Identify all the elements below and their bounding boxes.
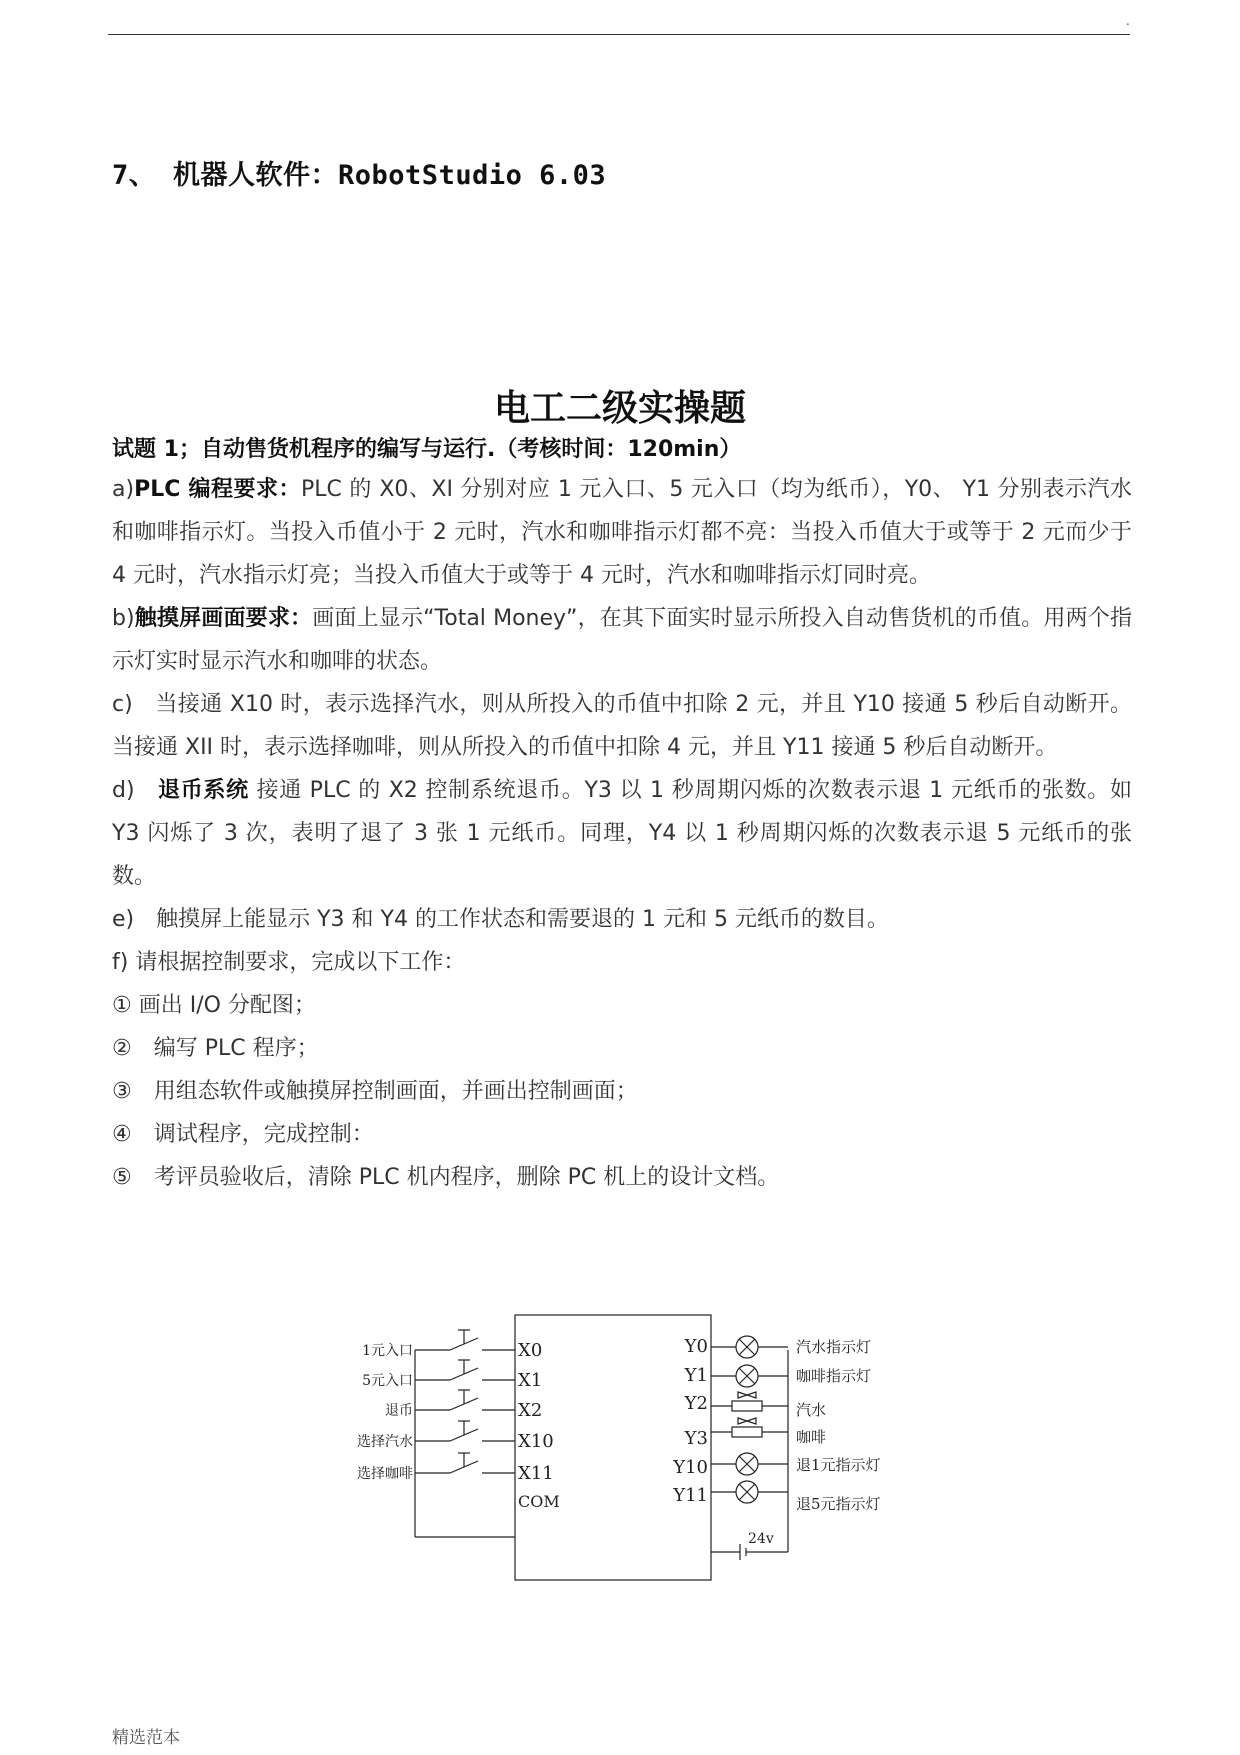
page-title: 电工二级实操题 bbox=[493, 388, 746, 429]
requirement-b bbox=[112, 597, 1132, 683]
output-label: 汽水 bbox=[796, 1401, 827, 1419]
input-label: 选择汽水 bbox=[357, 1434, 413, 1450]
task-2: ② 编写 PLC 程序； bbox=[112, 1036, 319, 1061]
input-terminal: X11 bbox=[518, 1463, 554, 1484]
requirement-c: c) 当接通 X10 时，表示选择汽水，则从所投入的币值中扣除 2 元，并且 Y10 接通 5 秒后自动断开。当接通 XII 时，表示选择咖啡，则从所投入的币值中扣除 4 元，并且 Y11 接通 5 秒后自动断开。 bbox=[112, 692, 1132, 760]
exam-subtitle: 试题 1；自动售货机程序的编写与运行.（考核时间：120min） bbox=[112, 437, 742, 462]
input-switch-x2 bbox=[415, 1390, 515, 1410]
output-lamp-y11 bbox=[711, 1481, 788, 1503]
output-label: 咖啡指示灯 bbox=[796, 1367, 872, 1385]
input-terminal: X2 bbox=[518, 1400, 543, 1421]
requirement-a bbox=[112, 468, 1132, 597]
output-label: 退1元指示灯 bbox=[796, 1456, 881, 1474]
input-terminal: X1 bbox=[518, 1370, 543, 1391]
item-heading: PLC 编程要求： bbox=[134, 477, 301, 502]
output-terminal: Y3 bbox=[684, 1428, 708, 1449]
com-terminal: COM bbox=[518, 1492, 560, 1511]
item-prefix: b) bbox=[112, 606, 135, 631]
item-text: PLC 的 X0、XI 分别对应 1 元入口、5 元入口（均为纸币），Y0、 Y1 分别表示汽水和咖啡指示灯。当投入币值小于 2 元时，汽水和咖啡指示灯都不亮：当投入币值大于或等于 2 元而少于 4 元时，汽水指示灯亮；当投入币值大于或等于 4 元时，汽水和咖啡指示灯同时亮。 bbox=[112, 477, 1133, 588]
task-1: ① 画出 I/O 分配图； bbox=[112, 993, 316, 1018]
output-terminal: Y11 bbox=[673, 1485, 708, 1506]
input-switch-x1 bbox=[415, 1360, 515, 1380]
item-text: 接通 PLC 的 X2 控制系统退币。Y3 以 1 秒周期闪烁的次数表示退 1 元纸币的张数。如 Y3 闪烁了 3 次，表明了退了 3 张 1 元纸币。同理，Y4 以 1 秒周期闪烁的次数表示退 5 元纸币的张数。 bbox=[112, 778, 1132, 889]
output-terminal: Y0 bbox=[684, 1336, 708, 1357]
input-switch-x10 bbox=[415, 1421, 515, 1441]
section-value: RobotStudio 6.03 bbox=[338, 160, 607, 191]
item-heading: 触摸屏画面要求： bbox=[134, 606, 313, 631]
input-terminal: X10 bbox=[518, 1431, 554, 1452]
input-terminal: X0 bbox=[518, 1340, 543, 1361]
header-rule bbox=[108, 34, 1130, 35]
supply-label: 24v bbox=[748, 1531, 774, 1547]
requirement-e: e) 触摸屏上能显示 Y3 和 Y4 的工作状态和需要退的 1 元和 5 元纸币的数目。 bbox=[112, 907, 889, 932]
output-terminal: Y2 bbox=[684, 1393, 708, 1414]
exam-body bbox=[112, 468, 1132, 1199]
item-prefix: a) bbox=[112, 477, 135, 502]
input-switch-x11 bbox=[415, 1453, 515, 1473]
input-label: 选择咖啡 bbox=[357, 1466, 413, 1482]
item-text: 画面上显示“Total Money”，在其下面实时显示所投入自动售货机的币值。用两个指示灯实时显示汽水和咖啡的状态。 bbox=[112, 606, 1132, 674]
output-label: 退5元指示灯 bbox=[796, 1495, 881, 1513]
output-valve-y3 bbox=[711, 1418, 788, 1437]
item-prefix: d) bbox=[112, 778, 158, 803]
footer-text: 精选范本 bbox=[112, 1728, 180, 1748]
requirement-f: f) 请根据控制要求，完成以下工作： bbox=[112, 950, 466, 975]
header-dot: . bbox=[1126, 14, 1130, 28]
requirement-d bbox=[112, 769, 1132, 898]
input-label: 5元入口 bbox=[362, 1373, 413, 1389]
output-terminal: Y1 bbox=[684, 1365, 708, 1386]
task-3: ③ 用组态软件或触摸屏控制画面，并画出控制画面； bbox=[112, 1079, 638, 1104]
item-heading: 退币系统 bbox=[157, 778, 249, 803]
task-5: ⑤ 考评员验收后，清除 PLC 机内程序，删除 PC 机上的设计文档。 bbox=[112, 1165, 780, 1190]
io-wiring-diagram bbox=[340, 1310, 920, 1600]
section-number: 7、 bbox=[112, 160, 157, 191]
output-label: 咖啡 bbox=[796, 1428, 827, 1446]
output-valve-y2 bbox=[711, 1392, 788, 1411]
output-label: 汽水指示灯 bbox=[796, 1338, 872, 1356]
output-terminal: Y10 bbox=[673, 1457, 708, 1478]
output-lamp-y0 bbox=[711, 1336, 788, 1358]
output-lamp-y1 bbox=[711, 1365, 788, 1387]
section-label: 机器人软件： bbox=[173, 160, 339, 191]
output-lamp-y10 bbox=[711, 1453, 788, 1475]
input-label: 1元入口 bbox=[362, 1343, 413, 1359]
task-4: ④ 调试程序，完成控制： bbox=[112, 1122, 374, 1147]
section-7-heading bbox=[112, 153, 606, 192]
input-label: 退币 bbox=[385, 1403, 413, 1419]
input-switch-x0 bbox=[415, 1330, 515, 1350]
